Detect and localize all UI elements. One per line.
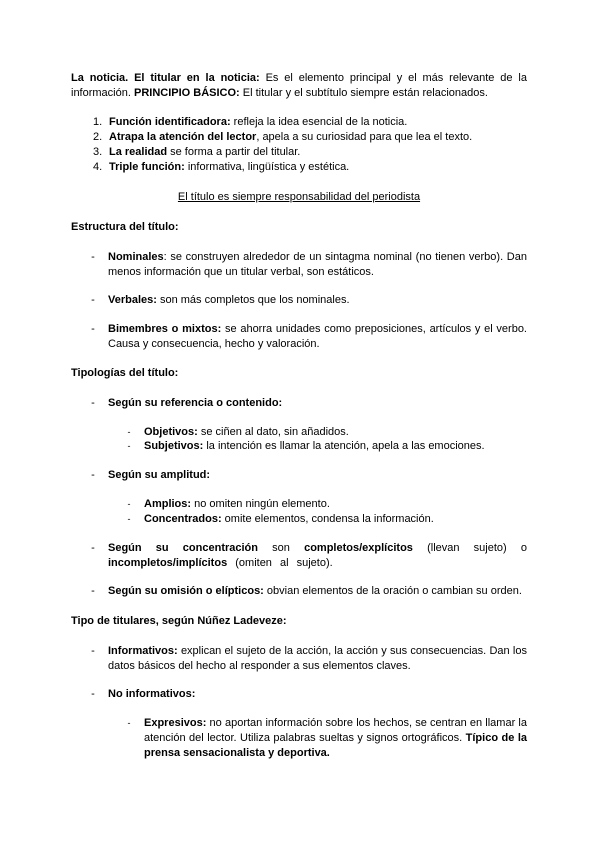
dash-bullet: - <box>91 585 95 597</box>
dash-bullet: - <box>91 397 95 409</box>
structure-heading: Estructura del título: <box>71 221 179 233</box>
item-bold: Atrapa la atención del lector <box>109 131 257 143</box>
sub-dash-bullet: - <box>127 427 131 437</box>
item-text: refleja la idea esencial de la noticia. <box>230 116 408 128</box>
item-number: 3. <box>93 146 103 158</box>
numbered-item <box>71 145 300 160</box>
sub-item: Subjetivos: la intención es llamar la atención, apela a las emociones. <box>144 440 485 452</box>
principle-label: PRINCIPIO BÁSICO: <box>133 87 240 99</box>
numbered-item <box>71 130 472 145</box>
principle-text: El titular y el subtítulo siempre están relacionados. <box>239 87 488 99</box>
sub-dash-bullet: - <box>127 499 131 509</box>
dash-bullet: - <box>91 469 95 481</box>
concentration-item: Según su concentración son completos/explícitos (llevan sujeto) o incompletos/implícitos (omiten al sujeto). <box>108 542 527 569</box>
item-number: 2. <box>93 131 103 143</box>
sub-dash-bullet: - <box>127 514 131 524</box>
dash-bullet: - <box>91 294 95 306</box>
expressive-item: Expresivos: no aportan información sobre los hechos, se centran en llamar la atención del lector. Utiliza palabras sueltas y signos ortográficos. Típico de la prensa sensacionalista y deportiva. <box>144 717 527 759</box>
dash-bullet: - <box>91 688 95 700</box>
omission-item: Según su omisión o elípticos: obvian elementos de la oración o cambian su orden. <box>108 585 522 597</box>
item-bold: La realidad <box>109 146 168 158</box>
sub-item: Amplios: no omiten ningún elemento. <box>144 498 330 510</box>
numbered-item <box>71 115 407 130</box>
item-text: , apela a su curiosidad para que lea el texto. <box>256 131 473 143</box>
amplitude-label: Según su amplitud: <box>108 469 211 481</box>
dash-bullet: - <box>91 251 95 263</box>
typologies-heading: Tipologías del título: <box>71 367 179 379</box>
structure-item: Bimembres o mixtos: se ahorra unidades como preposiciones, artículos y el verbo. Causa y consecuencia, hecho y valoración. <box>108 323 527 350</box>
dash-bullet: - <box>91 542 95 554</box>
sub-dash-bullet: - <box>127 718 131 728</box>
intro-label: La noticia. El titular en la noticia: <box>71 72 260 84</box>
sub-dash-bullet: - <box>127 441 131 451</box>
informative-item: Informativos: explican el sujeto de la acción, la acción y sus consecuencias. Dan los datos básicos del hecho al responder a sus elementos claves. <box>108 645 527 672</box>
non-informative-label: No informativos: <box>108 688 196 700</box>
sub-item: Objetivos: se ciñen al dato, sin añadidos. <box>144 426 349 438</box>
headlines-heading: Tipo de titulares, según Núñez Ladeveze: <box>71 615 287 627</box>
centered-note: El título es siempre responsabilidad del periodista <box>177 191 421 203</box>
dash-bullet: - <box>91 323 95 335</box>
sub-item: Concentrados: omite elementos, condensa la información. <box>144 513 434 525</box>
reference-label: Según su referencia o contenido: <box>108 397 283 409</box>
item-number: 1. <box>93 116 103 128</box>
structure-item: Verbales: son más completos que los nominales. <box>108 294 350 306</box>
numbered-item <box>71 160 349 175</box>
intro-text: Es el elemento principal y el más relevante de la información. <box>71 72 527 99</box>
structure-item: Nominales: se construyen alrededor de un sintagma nominal (no tienen verbo). Dan menos información que un titular verbal, son estáticos. <box>108 251 527 278</box>
item-number: 4. <box>93 161 103 173</box>
item-text: informativa, lingüística y estética. <box>184 161 350 173</box>
intro-paragraph <box>71 71 527 101</box>
item-bold: Triple función: <box>109 161 185 173</box>
dash-bullet: - <box>91 645 95 657</box>
item-text: se forma a partir del titular. <box>167 146 301 158</box>
item-bold: Función identificadora: <box>109 116 231 128</box>
